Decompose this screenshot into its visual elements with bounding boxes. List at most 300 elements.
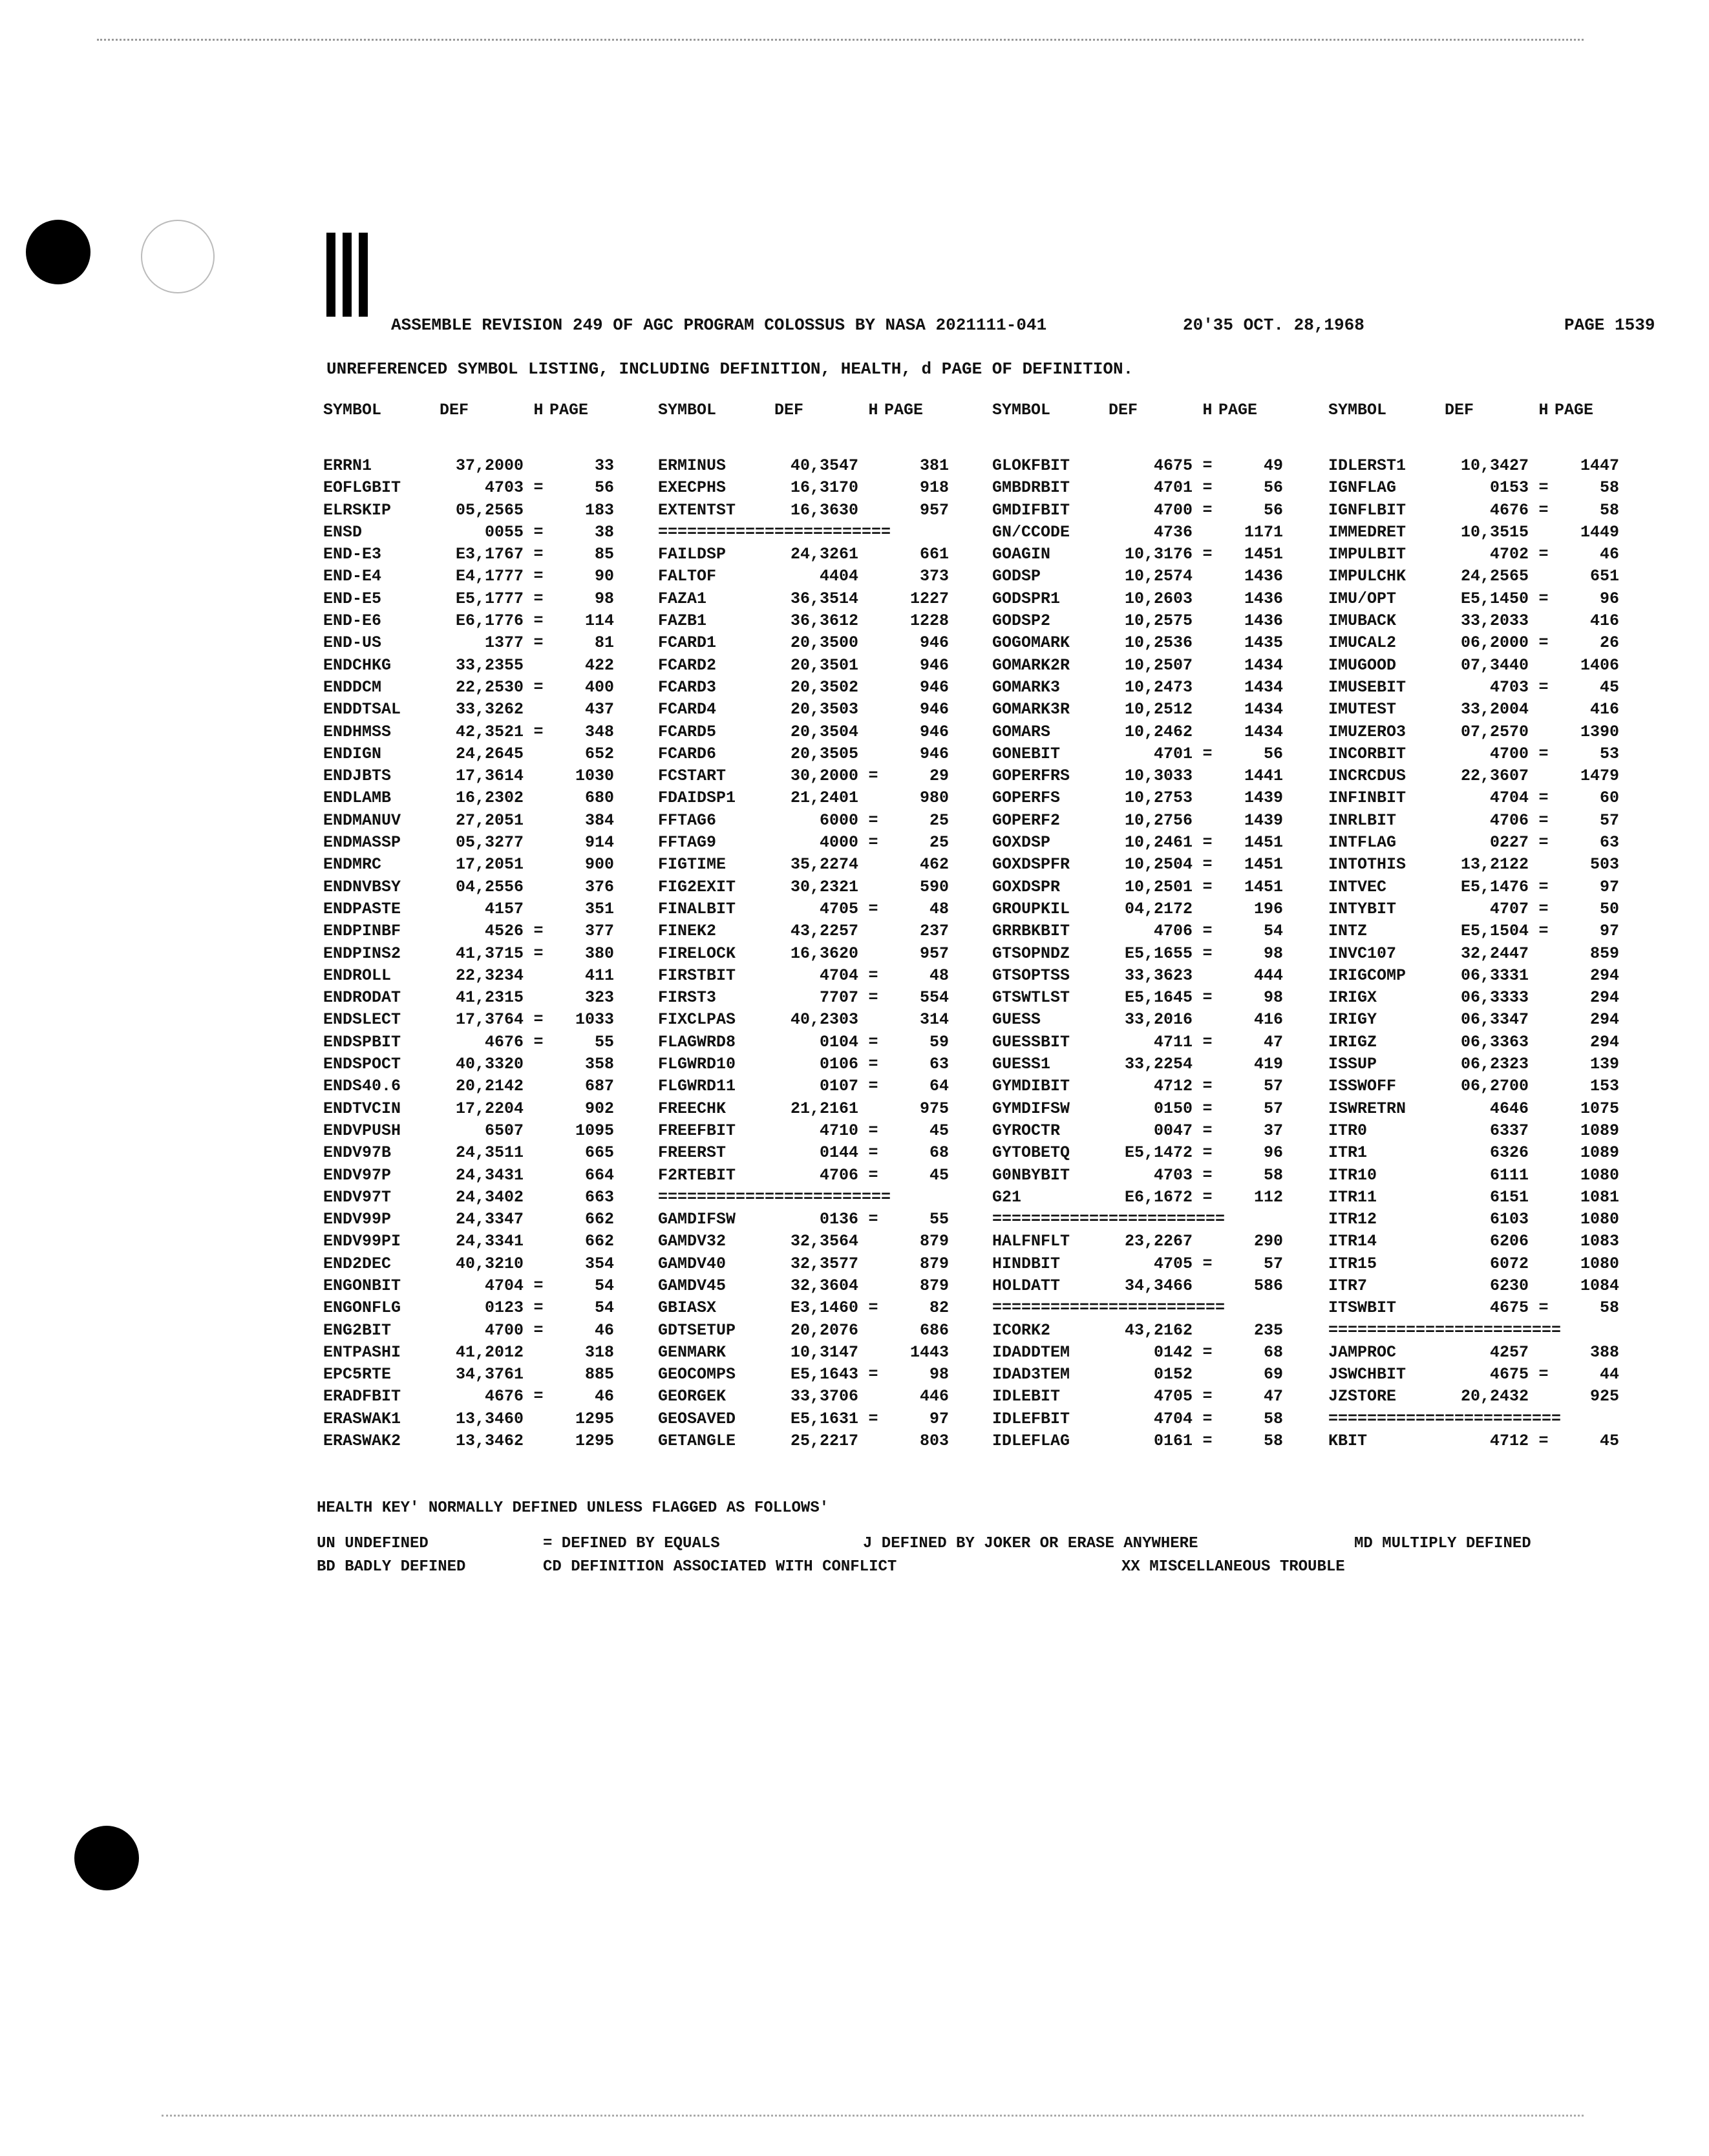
symbol-name: ENDMASSP [323,833,401,852]
symbol-definition: 4704 [484,1276,524,1295]
symbol-row [658,788,994,810]
symbol-row [992,456,1328,478]
symbol-name: IMUSEBIT [1328,677,1406,697]
symbol-health: = [533,1010,544,1030]
symbol-row [992,922,1328,944]
symbol-name: FLGWRD11 [658,1077,736,1096]
symbol-definition: 4702 [1489,545,1529,564]
symbol-page: 58 [1599,1298,1619,1318]
symbol-page: 98 [929,1365,949,1384]
symbol-page: 879 [919,1232,949,1251]
symbol-definition: E5,1645 [1124,988,1193,1008]
symbol-definition: 10,3515 [1460,522,1529,542]
symbol-definition: 0150 [1153,1099,1193,1118]
symbol-name: IGNFLAG [1328,478,1397,498]
symbol-row [658,723,994,745]
symbol-definition: 24,3261 [790,545,858,564]
symbol-name: ENG2BIT [323,1320,392,1340]
symbol-column-2 [658,401,994,1453]
symbol-name: ICORK2 [992,1320,1051,1340]
symbol-page: 416 [1589,611,1619,631]
symbol-page: 47 [1263,1032,1283,1052]
symbol-page: 879 [919,1276,949,1295]
symbol-page: 1080 [1580,1165,1619,1185]
symbol-health: = [1538,877,1549,896]
symbol-definition: 0123 [484,1298,524,1318]
symbol-row [323,1432,659,1453]
symbol-definition: 33,3623 [1124,966,1193,985]
symbol-row [1328,878,1664,900]
symbol-name: ENDDTSAL [323,700,401,719]
symbol-definition: 4705 [1153,1254,1193,1273]
symbol-page: 45 [929,1121,949,1140]
symbol-row [1328,478,1664,500]
symbol-definition: 27,2051 [455,810,524,830]
symbol-name: IDLEFLAG [992,1432,1070,1451]
symbol-name: ENDDCM [323,677,382,697]
symbol-page: 411 [584,966,614,985]
symbol-name: ITR15 [1328,1254,1377,1273]
symbol-row [1328,1343,1664,1365]
symbol-health: = [1202,478,1213,498]
symbol-definition: 06,3347 [1460,1010,1529,1030]
symbol-definition: E5,1450 [1460,589,1529,608]
symbol-name: IMU/OPT [1328,589,1397,608]
symbol-page: 57 [1599,810,1619,830]
symbol-row [658,700,994,722]
symbol-definition: 20,3504 [790,722,858,741]
symbol-row [1328,966,1664,988]
symbol-page: 1075 [1580,1099,1619,1118]
symbol-page: 112 [1253,1187,1283,1207]
symbol-definition: 6111 [1489,1165,1529,1185]
symbol-name: ITR12 [1328,1210,1377,1229]
symbol-page: 294 [1589,988,1619,1008]
symbol-row [1328,456,1664,478]
symbol-page: 29 [929,766,949,786]
symbol-definition: 1377 [484,633,524,653]
scan-speckle-top [97,39,1584,43]
symbol-row [323,633,659,655]
symbol-definition: E4,1777 [455,567,524,586]
symbol-definition: 4736 [1153,522,1193,542]
symbol-name: ELRSKIP [323,500,392,520]
symbol-name: FCARD2 [658,655,717,675]
symbol-page: 503 [1589,855,1619,874]
symbol-health: = [533,1276,544,1295]
symbol-page: 1295 [575,1409,614,1428]
symbol-row [992,966,1328,988]
symbol-definition: 10,3033 [1124,766,1193,786]
symbol-definition: 4701 [1153,478,1193,498]
symbol-health: = [868,988,878,1008]
symbol-name: GOXDSP [992,833,1051,852]
symbol-row [1328,1077,1664,1099]
symbol-row [658,922,994,944]
symbol-health: = [533,1387,544,1406]
symbol-page: 25 [929,810,949,830]
symbol-page: 44 [1599,1365,1619,1384]
symbol-health: = [1202,1387,1213,1406]
symbol-name: IMUTEST [1328,700,1397,719]
symbol-definition: 24,3431 [455,1165,524,1185]
symbol-page: 45 [929,1165,949,1185]
symbol-page: 1080 [1580,1210,1619,1229]
symbol-health: = [1202,1165,1213,1185]
symbol-row [1328,633,1664,655]
logo-bar [326,233,335,317]
symbol-page: 56 [1263,744,1283,763]
symbol-row [658,1432,994,1453]
symbol-name: ENDMRC [323,855,382,874]
section-separator: ======================== [992,1298,1226,1318]
symbol-name: IRIGY [1328,1010,1377,1030]
symbol-name: GODSP2 [992,611,1051,631]
symbol-row [658,766,994,788]
symbol-name: ENSD [323,522,363,542]
symbol-name: FIRST3 [658,988,717,1008]
symbol-health: = [533,944,544,963]
symbol-definition: 4703 [1489,677,1529,697]
symbol-definition: 0047 [1153,1121,1193,1140]
symbol-name: IDLEBIT [992,1387,1061,1406]
symbol-page: 54 [594,1276,614,1295]
column-header [323,401,659,427]
symbol-row [992,567,1328,589]
symbol-name: ENDTVCIN [323,1099,401,1118]
symbol-definition: 17,3614 [455,766,524,786]
symbol-page: 373 [919,567,949,586]
symbol-row [323,589,659,611]
symbol-definition: 10,2512 [1124,700,1193,719]
symbol-page: 1434 [1244,700,1283,719]
symbol-name: INTOTHIS [1328,855,1406,874]
symbol-name: GYTOBETQ [992,1143,1070,1163]
symbol-row [1328,523,1664,545]
health-key-item: = DEFINED BY EQUALS [543,1535,720,1552]
symbol-page: 946 [919,722,949,741]
symbol-name: IRIGX [1328,988,1377,1008]
header-def: DEF [774,401,804,419]
symbol-name: GEOSAVED [658,1409,736,1428]
symbol-name: GUESS [992,1010,1041,1030]
symbol-page: 946 [919,677,949,697]
symbol-page: 1441 [1244,766,1283,786]
symbol-definition: 05,2565 [455,500,524,520]
symbol-page: 38 [594,522,614,542]
symbol-page: 153 [1589,1077,1619,1096]
symbol-page: 97 [1599,922,1619,941]
symbol-page: 687 [584,1077,614,1096]
symbol-name: IRIGCOMP [1328,966,1406,985]
symbol-name: GOMARK3R [992,700,1070,719]
symbol-page: 97 [929,1409,949,1428]
symbol-page: 1436 [1244,611,1283,631]
symbol-page: 139 [1589,1055,1619,1074]
symbol-definition: 40,3547 [790,456,858,475]
symbol-page: 925 [1589,1387,1619,1406]
symbol-definition: 4526 [484,922,524,941]
symbol-definition: 10,2462 [1124,722,1193,741]
symbol-health: = [1538,788,1549,808]
symbol-row [992,1166,1328,1188]
symbol-page: 376 [584,877,614,896]
symbol-definition: 32,3564 [790,1232,858,1251]
symbol-row [658,1232,994,1254]
symbol-definition: 22,3607 [1460,766,1529,786]
symbol-name: IMUGOOD [1328,655,1397,675]
column-header [658,401,994,427]
symbol-definition: 33,3262 [455,700,524,719]
symbol-row [992,478,1328,500]
symbol-name: GYMDIBIT [992,1077,1070,1096]
symbol-name: FCSTART [658,766,727,786]
symbol-definition: 17,2051 [455,855,524,874]
symbol-page: 57 [1263,1254,1283,1273]
symbol-row [992,1055,1328,1077]
symbol-definition: 6000 [819,810,858,830]
symbol-name: ENDLAMB [323,788,392,808]
health-key-item: J DEFINED BY JOKER OR ERASE ANYWHERE [863,1535,1198,1552]
symbol-definition: 4701 [1153,744,1193,763]
symbol-name: ENDPINS2 [323,944,401,963]
symbol-page: 384 [584,810,614,830]
symbol-page: 1443 [909,1342,949,1362]
symbol-page: 686 [919,1320,949,1340]
symbol-page: 1449 [1580,522,1619,542]
symbol-row [323,1033,659,1055]
symbol-name: GLOKFBIT [992,456,1070,475]
symbol-name: INTFLAG [1328,833,1397,852]
symbol-definition: 05,3277 [455,833,524,852]
symbol-name: INTZ [1328,922,1368,941]
symbol-definition: 4700 [484,1320,524,1340]
symbol-row [323,878,659,900]
symbol-definition: 40,3210 [455,1254,524,1273]
symbol-name: F2RTEBIT [658,1165,736,1185]
symbol-row [992,1077,1328,1099]
symbol-name: ITSWBIT [1328,1298,1397,1318]
symbol-name: INVC107 [1328,944,1397,963]
symbol-name: ENDS40.6 [323,1077,401,1096]
symbol-row [658,1166,994,1188]
symbol-definition: 42,3521 [455,722,524,741]
symbol-page: 25 [929,833,949,852]
header-page: PAGE [1555,401,1594,419]
symbol-health: = [533,522,544,542]
symbol-name: ITR10 [1328,1165,1377,1185]
symbol-row [323,478,659,500]
symbol-row [1328,922,1664,944]
symbol-row [658,1343,994,1365]
symbol-health: = [533,567,544,586]
symbol-name: ENDPASTE [323,899,401,918]
symbol-page: 446 [919,1387,949,1406]
symbol-health: = [1202,456,1213,475]
symbol-page: 1434 [1244,655,1283,675]
symbol-definition: 33,2355 [455,655,524,675]
symbol-name: FIXCLPAS [658,1010,736,1030]
symbol-name: EPC5RTE [323,1365,392,1384]
symbol-name: JSWCHBIT [1328,1365,1406,1384]
symbol-name: IMMEDRET [1328,522,1406,542]
symbol-row [323,1365,659,1387]
symbol-name: INTYBIT [1328,899,1397,918]
symbol-page: 58 [1263,1409,1283,1428]
symbol-row [658,1121,994,1143]
symbol-health: = [1538,500,1549,520]
symbol-health: = [868,1298,878,1318]
symbol-definition: 10,2501 [1124,877,1193,896]
symbol-definition: 41,2315 [455,988,524,1008]
symbol-row [992,1121,1328,1143]
symbol-row [658,1387,994,1409]
symbol-health: = [533,1298,544,1318]
symbol-row [323,1254,659,1276]
symbol-row [323,766,659,788]
symbol-page: 1447 [1580,456,1619,475]
symbol-definition: 6507 [484,1121,524,1140]
symbol-name: IMPULCHK [1328,567,1406,586]
symbol-page: 63 [929,1055,949,1074]
symbol-row [992,878,1328,900]
symbol-row [992,1276,1328,1298]
symbol-row [323,611,659,633]
symbol-definition: E6,1776 [455,611,524,631]
symbol-name: GOMARK2R [992,655,1070,675]
symbol-health: = [1202,500,1213,520]
symbol-row [1328,900,1664,922]
symbol-name: FIRELOCK [658,944,736,963]
symbol-definition: 6072 [1489,1254,1529,1273]
symbol-row [992,855,1328,877]
symbol-page: 665 [584,1143,614,1163]
symbol-page: 63 [1599,833,1619,852]
symbol-page: 59 [929,1032,949,1052]
symbol-definition: 06,2000 [1460,633,1529,653]
symbol-name: ENDPINBF [323,922,401,941]
symbol-row [323,1387,659,1409]
symbol-page: 590 [919,877,949,896]
symbol-definition: 6206 [1489,1232,1529,1251]
symbol-row [1328,745,1664,766]
symbol-definition: E5,1655 [1124,944,1193,963]
symbol-page: 58 [1599,500,1619,520]
symbol-definition: 4705 [1153,1387,1193,1406]
symbol-row [323,745,659,766]
symbol-definition: E5,1504 [1460,922,1529,941]
symbol-name: GAMDV32 [658,1232,727,1251]
symbol-definition: 4703 [484,478,524,498]
symbol-page: 662 [584,1232,614,1251]
symbol-page: 680 [584,788,614,808]
symbol-row [658,656,994,678]
symbol-definition: 0144 [819,1143,858,1163]
timestamp: 20'35 OCT. 28,1968 [1183,315,1364,335]
symbol-page: 45 [1599,1432,1619,1451]
symbol-definition: 22,3234 [455,966,524,985]
symbol-row [1328,988,1664,1010]
symbol-page: 50 [1599,899,1619,918]
symbol-row [1328,1432,1664,1453]
symbol-definition: 4676 [1489,500,1529,520]
health-key-title: HEALTH KEY' NORMALLY DEFINED UNLESS FLAGGED AS FOLLOWS' [317,1499,829,1517]
symbol-page: 37 [1263,1121,1283,1140]
symbol-definition: 4705 [819,899,858,918]
symbol-page: 1030 [575,766,614,786]
symbol-page: 54 [594,1298,614,1318]
symbol-page: 946 [919,700,949,719]
symbol-definition: 07,3440 [1460,655,1529,675]
symbol-row [1328,656,1664,678]
symbol-name: FFTAG9 [658,833,717,852]
symbol-row [992,723,1328,745]
symbol-row [323,1298,659,1320]
symbol-row [992,1232,1328,1254]
symbol-name: IDAD3TEM [992,1365,1070,1384]
symbol-name: END2DEC [323,1254,392,1273]
symbol-health: = [1202,1077,1213,1096]
symbol-page: 60 [1599,788,1619,808]
symbol-page: 957 [919,500,949,520]
scan-speckle-bottom [162,2115,1584,2119]
symbol-health: = [1202,1342,1213,1362]
symbol-health: = [868,766,878,786]
symbol-name: FCARD5 [658,722,717,741]
symbol-definition: E5,1476 [1460,877,1529,896]
symbol-definition: 4404 [819,567,858,586]
symbol-page: 358 [584,1055,614,1074]
symbol-definition: 33,2033 [1460,611,1529,631]
symbol-page: 46 [594,1320,614,1340]
symbol-row [1328,501,1664,523]
symbol-page: 1434 [1244,677,1283,697]
health-key-item: UN UNDEFINED [317,1535,429,1552]
section-separator: ======================== [658,1187,891,1207]
symbol-row [658,1099,994,1121]
symbol-page: 664 [584,1165,614,1185]
symbol-definition: 4706 [819,1165,858,1185]
symbol-row [323,788,659,810]
symbol-definition: 43,2257 [790,922,858,941]
symbol-row [658,833,994,855]
symbol-name: GEOCOMPS [658,1365,736,1384]
symbol-name: ISWRETRN [1328,1099,1406,1118]
symbol-row [658,1055,994,1077]
symbol-name: ENDMANUV [323,810,401,830]
symbol-page: 348 [584,722,614,741]
symbol-page: 97 [1599,877,1619,896]
symbol-page: 902 [584,1099,614,1118]
symbol-name: FIRSTBIT [658,966,736,985]
symbol-row [323,545,659,567]
symbol-definition: 0055 [484,522,524,542]
symbol-definition: E5,1631 [790,1409,858,1428]
symbol-definition: 4712 [1153,1077,1193,1096]
symbol-definition: 7707 [819,988,858,1008]
symbol-name: FCARD1 [658,633,717,653]
symbol-row [1328,700,1664,722]
symbol-name: GOMARS [992,722,1051,741]
symbol-page: 26 [1599,633,1619,653]
symbol-name: GN/CCODE [992,522,1070,542]
symbol-definition: 20,3500 [790,633,858,653]
symbol-health: = [1538,677,1549,697]
symbol-row [992,523,1328,545]
symbol-name: GOPERFRS [992,766,1070,786]
symbol-name: GAMDV40 [658,1254,727,1273]
symbol-definition: 0104 [819,1032,858,1052]
